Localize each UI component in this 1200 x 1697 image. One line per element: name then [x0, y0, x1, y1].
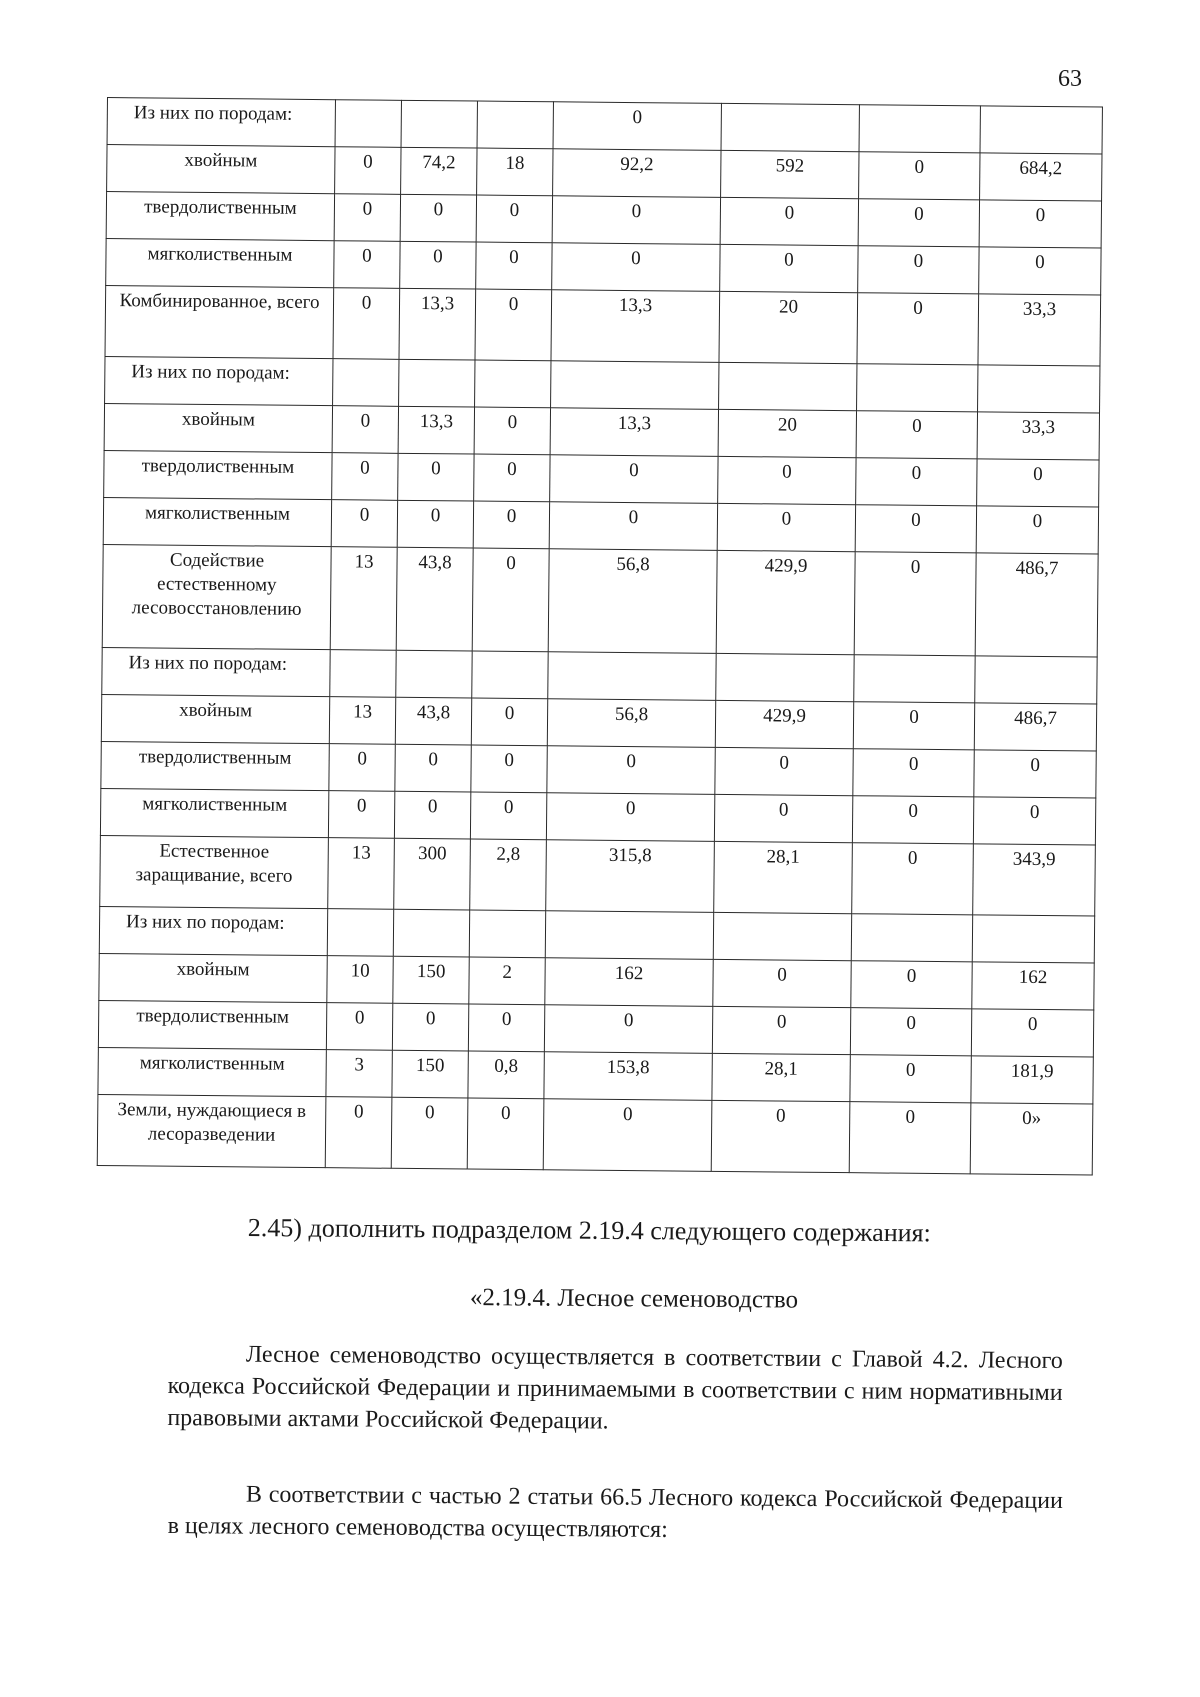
table-cell: 92,2	[553, 149, 721, 198]
table-cell: 0	[851, 961, 972, 1009]
table-cell	[719, 362, 857, 410]
table-cell: 0	[979, 200, 1101, 248]
table-cell: 0	[471, 745, 547, 793]
table-row	[105, 285, 1101, 366]
table-cell: 162	[972, 962, 1094, 1010]
table-cell: 0	[553, 102, 721, 151]
table-cell: 2	[469, 957, 545, 1005]
table-cell: 18	[477, 148, 553, 196]
table-cell: 0	[326, 1003, 392, 1051]
row-label: мягколиственным	[100, 788, 328, 837]
table-cell: 0	[391, 1097, 468, 1169]
table-cell: 0	[474, 407, 550, 455]
table-cell: 0	[979, 247, 1101, 295]
table-cell: 0	[543, 1099, 712, 1172]
table-cell: 0	[856, 411, 977, 459]
table-cell: 28,1	[712, 1053, 850, 1101]
table-cell: 43,8	[395, 697, 471, 745]
table-cell: 0	[857, 293, 979, 365]
table-cell	[477, 101, 553, 149]
table-cell: 0	[855, 505, 976, 553]
table-cell: 0»	[970, 1103, 1093, 1175]
table-cell: 10	[327, 956, 393, 1004]
table-cell: 0	[550, 455, 718, 504]
table-cell	[548, 652, 716, 701]
table-cell: 429,9	[715, 700, 853, 748]
table-cell: 0	[853, 749, 974, 797]
table-cell	[545, 911, 713, 960]
table-cell: 181,9	[971, 1056, 1093, 1104]
row-label: хвойным	[104, 403, 332, 452]
table-cell: 0	[474, 454, 550, 502]
table-cell: 153,8	[544, 1052, 712, 1101]
table-cell	[716, 653, 854, 701]
table-cell: 0	[850, 1055, 971, 1103]
amendment-line: 2.45) дополнить подразделом 2.19.4 следующего содержания:	[247, 1213, 931, 1248]
table-cell: 0	[400, 194, 476, 242]
section-subtitle: «2.19.4. Лесное семеноводство	[469, 1283, 799, 1314]
table-row	[97, 1094, 1093, 1175]
row-label: твердолиственным	[98, 1000, 326, 1049]
row-label: Естественное заращивание, всего	[100, 835, 329, 908]
table-cell: 0	[718, 456, 856, 504]
table-cell: 0	[852, 843, 974, 915]
table-cell: 0	[853, 702, 974, 750]
table-cell: 0	[976, 506, 1098, 554]
table-cell	[330, 650, 396, 698]
table-cell: 0	[850, 1008, 971, 1056]
table-cell: 13	[330, 547, 397, 651]
table-cell	[393, 909, 469, 957]
table-cell: 2,8	[470, 839, 547, 911]
row-label: мягколиственным	[106, 238, 334, 287]
table-cell: 0	[852, 796, 973, 844]
table-cell: 33,3	[977, 412, 1099, 460]
table-cell: 13	[328, 838, 395, 910]
row-label: Комбинированное, всего	[105, 285, 334, 358]
table-cell: 0	[332, 406, 398, 454]
table-cell	[399, 359, 475, 407]
table-cell: 0,8	[468, 1051, 544, 1099]
table-cell: 43,8	[396, 547, 473, 651]
table-cell	[713, 912, 851, 960]
table-cell: 0	[471, 698, 547, 746]
row-label: хвойным	[101, 694, 329, 743]
table-cell	[327, 909, 393, 957]
table-row	[100, 835, 1096, 916]
table-cell	[333, 359, 399, 407]
row-label: Земли, нуждающиеся в лесоразведении	[97, 1094, 326, 1167]
table-cell: 0	[552, 243, 720, 292]
table-cell: 0	[333, 288, 400, 360]
table-cell	[857, 364, 978, 412]
table-cell: 28,1	[714, 841, 853, 913]
table-cell: 0	[470, 792, 546, 840]
row-label: Из них по породам:	[105, 356, 333, 405]
table-cell: 0	[397, 500, 473, 548]
table-cell: 0	[720, 244, 858, 292]
table-cell: 343,9	[973, 844, 1096, 916]
row-label: хвойным	[107, 145, 335, 194]
table-cell: 0	[476, 242, 552, 290]
table-row	[102, 544, 1098, 657]
table-cell: 0	[476, 195, 552, 243]
table-cell	[335, 100, 401, 148]
table-cell	[721, 103, 859, 151]
table-cell: 684,2	[980, 153, 1102, 201]
table-cell: 0	[971, 1009, 1093, 1057]
row-label: хвойным	[99, 953, 327, 1002]
table-cell: 20	[718, 409, 856, 457]
table-cell: 150	[392, 1050, 468, 1098]
table-cell: 486,7	[974, 703, 1096, 751]
table-cell: 0	[712, 1006, 850, 1054]
table-cell: 0	[977, 459, 1099, 507]
row-label: твердолиственным	[101, 741, 329, 790]
row-label: твердолиственным	[106, 192, 334, 241]
table-cell	[469, 910, 545, 958]
table-cell: 0	[858, 246, 979, 294]
table-cell: 0	[549, 502, 717, 551]
table-cell: 0	[392, 1003, 468, 1051]
table-cell: 0	[856, 458, 977, 506]
table-cell	[859, 105, 980, 153]
table-cell: 3	[326, 1050, 392, 1098]
table-cell: 486,7	[975, 553, 1098, 657]
table-cell: 0	[475, 289, 552, 361]
table-cell: 0	[329, 744, 395, 792]
table-cell: 0	[334, 241, 400, 289]
row-label: Из них по породам:	[107, 98, 335, 147]
table-cell: 0	[714, 794, 852, 842]
table-cell: 20	[719, 291, 858, 363]
table-cell: 56,8	[547, 699, 715, 748]
table-cell: 0	[720, 197, 858, 245]
table-cell: 13,3	[398, 406, 474, 454]
table-cell	[472, 651, 548, 699]
table-cell: 0	[398, 453, 474, 501]
paragraph-1: Лесное семеноводство осуществляется в соответствии с Главой 4.2. Лесного кодекса Российской Федерации и принимаемыми в соответствии с ним нормативными правовыми актами Российской Федерации.	[167, 1341, 1063, 1435]
table-cell: 0	[334, 194, 400, 242]
table-cell: 0	[467, 1098, 544, 1170]
table-cell	[401, 100, 477, 148]
table-cell	[972, 915, 1094, 963]
table-cell: 0	[331, 500, 397, 548]
table-cell: 0	[394, 791, 470, 839]
table-cell: 0	[849, 1102, 971, 1174]
table-cell: 315,8	[546, 840, 715, 913]
table-cell: 13,3	[399, 288, 476, 360]
table-cell: 0	[325, 1097, 392, 1169]
table-cell: 0	[332, 453, 398, 501]
table-cell	[978, 365, 1100, 413]
table-cell: 0	[546, 793, 714, 842]
row-label: мягколиственным	[103, 497, 331, 546]
table-cell	[475, 360, 551, 408]
row-label: Из них по породам:	[102, 647, 330, 696]
table-cell	[551, 361, 719, 410]
table-cell: 0	[335, 147, 401, 195]
table-cell: 13,3	[551, 290, 720, 363]
table-cell	[980, 106, 1102, 154]
page-number: 63	[1058, 66, 1082, 92]
table-cell: 0	[473, 501, 549, 549]
table-cell: 13	[329, 697, 395, 745]
table-cell: 0	[328, 791, 394, 839]
table-cell: 0	[547, 746, 715, 795]
row-label: мягколиственным	[98, 1047, 326, 1096]
table-cell: 592	[721, 150, 859, 198]
table-cell: 0	[858, 199, 979, 247]
table-cell: 0	[715, 747, 853, 795]
table-cell: 74,2	[401, 147, 477, 195]
table-cell	[396, 650, 472, 698]
table-cell: 0	[468, 1004, 544, 1052]
forest-table-wrapper	[97, 97, 1102, 1176]
table-cell: 0	[854, 552, 976, 656]
paragraph-2: В соответствии с частью 2 статьи 66.5 Лесного кодекса Российской Федерации в целях лесного семеноводства осуществляются:	[167, 1481, 1063, 1543]
row-label: твердолиственным	[104, 450, 332, 499]
forest-restoration-table	[97, 97, 1103, 1176]
table-cell	[975, 656, 1097, 704]
table-cell: 13,3	[550, 408, 718, 457]
table-cell: 162	[545, 958, 713, 1007]
table-cell: 0	[472, 548, 549, 652]
table-cell: 429,9	[716, 550, 855, 654]
table-cell: 150	[393, 956, 469, 1004]
table-cell: 0	[544, 1005, 712, 1054]
table-cell: 33,3	[978, 294, 1101, 366]
table-cell	[851, 914, 972, 962]
table-cell: 0	[973, 797, 1095, 845]
table-cell: 0	[400, 241, 476, 289]
table-cell: 0	[713, 959, 851, 1007]
table-cell: 0	[395, 744, 471, 792]
table-cell: 0	[859, 152, 980, 200]
table-body	[97, 98, 1102, 1176]
table-cell: 56,8	[548, 549, 717, 654]
table-cell: 0	[717, 503, 855, 551]
table-cell: 0	[974, 750, 1096, 798]
table-cell: 0	[711, 1100, 850, 1172]
table-cell	[854, 655, 975, 703]
row-label: Содействие естественному лесовосстановлению	[102, 544, 331, 649]
row-label: Из них по породам:	[99, 906, 327, 955]
table-cell: 300	[394, 838, 471, 910]
table-cell: 0	[552, 196, 720, 245]
